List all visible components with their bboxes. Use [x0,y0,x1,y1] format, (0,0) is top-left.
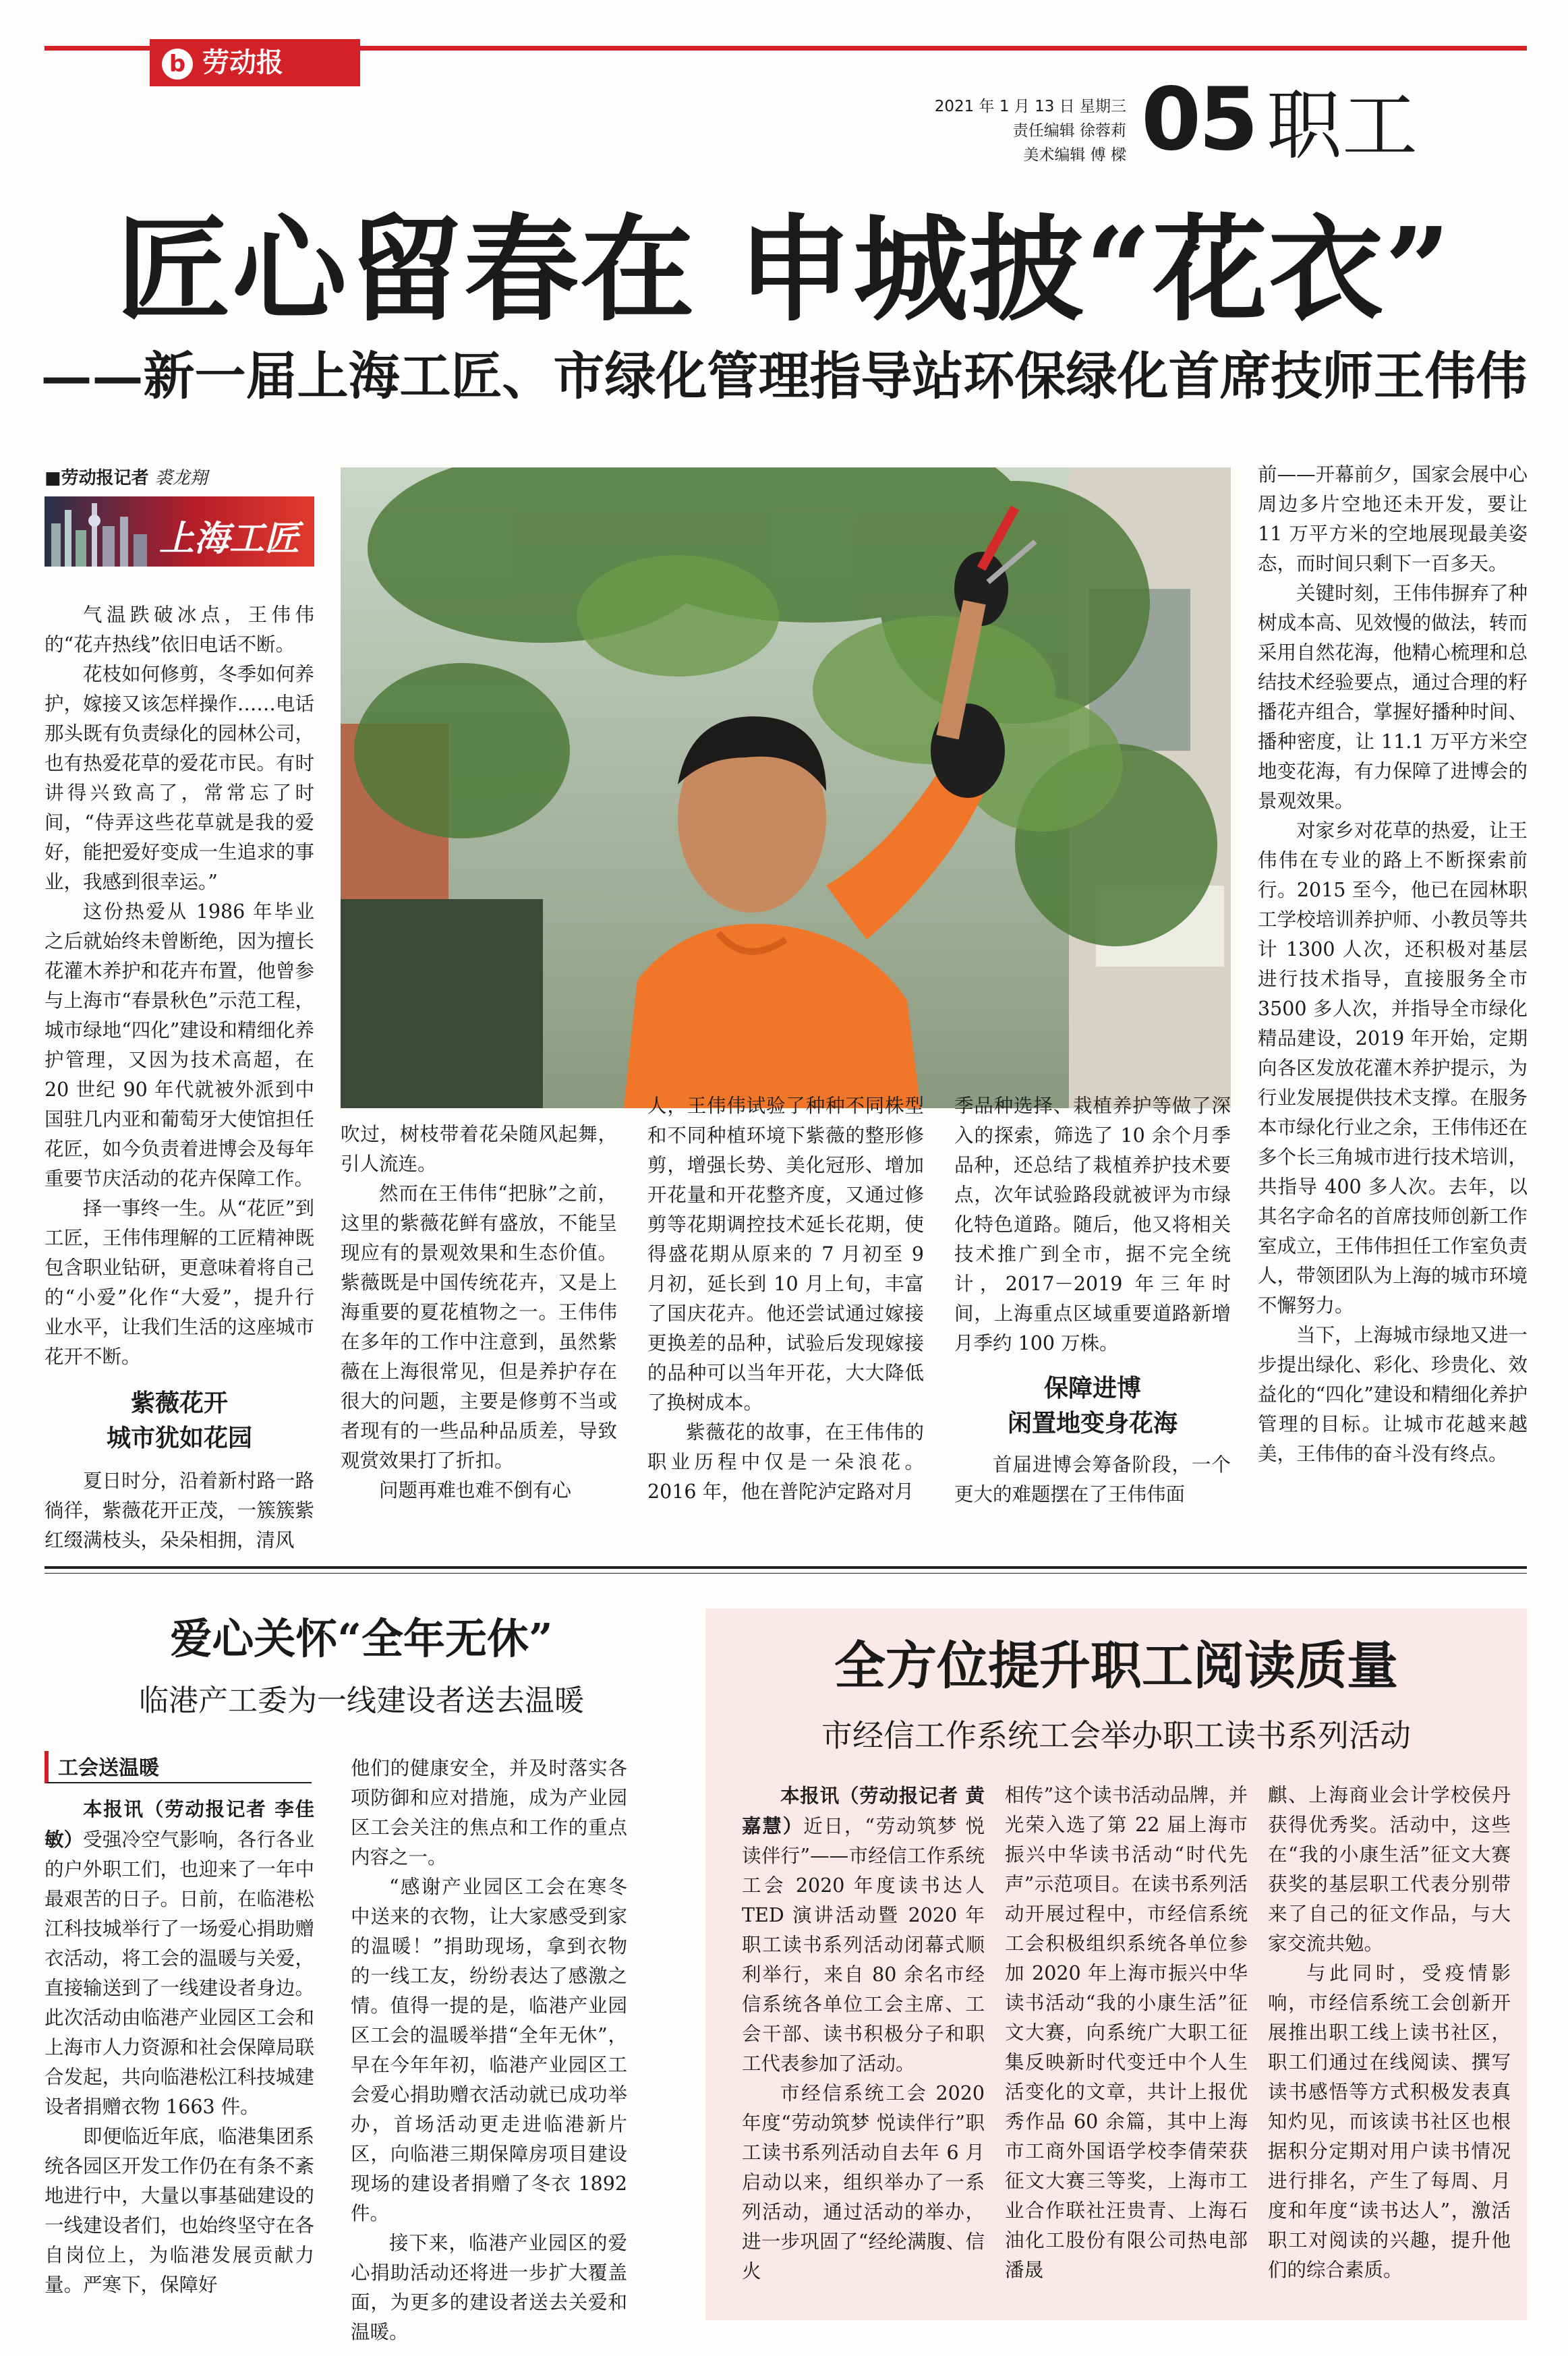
skyline-icon [45,496,159,567]
logo-text: 劳动报 [202,47,283,78]
responsible-editor: 责任编辑 徐蓉莉 [1012,122,1126,140]
gardener-pruning-photo [341,467,1231,1108]
story2-subtitle: 临港产工委为一线建设者送去温暖 [139,1684,584,1718]
lead-subheadline: ——新一届上海工匠、市绿化管理指导站环保绿化首席技师王伟伟 [40,346,1528,406]
lead-column-4: 季品种选择、栽植养护等做了深入的探索，筛选了 10 余个月季品种，还总结了栽植养护技术要点，次年试验路段就被评为市绿化特色道路。随后，他又将相关技术推广到全市，据不完全统计，2017－2019 年三年时间，上海重点区域重要道路新增月季约 100 万株。 保障进博 闲置地变身花海 首届进博会筹备阶段，一个更大的难题摆在了王伟伟面 [954,1095,1231,1505]
story2-column-1: 本报讯（劳动报记者 李佳敏）受强冷空气影响，各行各业的户外职工们，也迎来了一年中最艰苦的日子。日前，在临港松江科技城举行了一场爱心捐助赠衣活动，将工会的温暖与关爱，直接输送到了一线建设者身边。此次活动由临港产业园区工会和上海市人力资源和社会保障局联合发起，共向临港松江科技城建设者捐赠衣物 1663 件。 即便临近年底，临港集团系统各园区开发工作仍在有条不紊地进行中，大量以事基础建设的一线建设者们，也始终坚守在各自岗位上，为临港发展贡献力量。严寒下，保障好 [45,1798,314,2296]
section-heading-2: 保障进博 闲置地变身花海 [1007,1374,1178,1437]
art-editor: 美术编辑 傅 樑 [1023,146,1126,164]
story3-column-1: 本报讯（劳动报记者 黄嘉慧）近日，“劳动筑梦 悦读伴行”——市经信工作系统工会 2020 年度读书达人 TED 演讲活动暨 2020 年职工读书系列活动闭幕式顺利举行，来自 80 余名市经信系统各单位工会主席、工会干部、读书积极分子和职工代表参加了活动。 市经信系统工会 2020 年度“劳动筑梦 悦读伴行”职工读书系列活动自去年 6 月启动以来，组织举办了一系列活动，通过活动的举办，进一步巩固了“经纶满腹、信火 [742,1784,985,2282]
lead-photo [341,467,1231,1108]
lead-column-5: 前——开幕前夕，国家会展中心周边多片空地还未开发，要让 11 万平方米的空地展现最美姿态，而时间只剩下一百多天。 关键时刻，王伟伟摒弃了种树成本高、见效慢的做法，转而采用自然花海，他精心梳理和总结技术经验要点，通过合理的籽播花卉组合，掌握好播种时间、播种密度，让 11.1 万平方米空地变花海，有力保障了进博会的景观效果。 对家乡对花草的热爱，让王伟伟在专业的路上不断探索前行。2015 至今，他已在园林职工学校培训养护师、小教员等共计 1300 人次，还积极对基层进行技术指导，直接服务全市 3500 多人次，并指导全市绿化精品建设，2019 年开始，定期向各区发放花灌木养护提示，为行业发展提供技术支撑。在服务本市绿化行业之余，王伟伟还在多个长三角城市进行技术培训，共指导 400 多人次。去年，以其名字命名的首席技师创新工作室成立，王伟伟担任工作室负责人，带领团队为上海的城市环境不懈努力。 当下，上海城市绿地又进一步提出绿化、彩化、珍贵化、效益化的“四化”建设和精细化养护管理的目标。让城市花越来越美，王伟伟的奋斗没有终点。 [1258,463,1528,1465]
story3-column-2: 相传”这个读书活动品牌，并光荣入选了第 22 届上海市振兴中华读书活动“时代先声”示范项目。在读书系列活动开展过程中，市经信系统工会积极组织系统各单位参加 2020 年上海市振兴中华读书活动“我的小康生活”征文大赛，向系统广大职工征集反映新时代变迁中个人生活变化的文章，共计上报优秀作品 60 余篇，其中上海市工商外国语学校李倩荣获征文大赛三等奖，上海市工业合作联社汪贵青、上海石油化工股份有限公司热电部潘晟 [1005,1784,1248,2281]
section-divider-thin [45,1573,1527,1574]
lead-byline: ■劳动报记者 裘龙翔 [45,468,208,488]
lead-column-3: 人，王伟伟试验了种种不同株型和不同种植环境下紫薇的整形修剪，增强长势、美化冠形、增加开花量和开花整齐度，又通过修剪等花期调控技术延长花期，使得盛花期从原来的 7 月初至 9 月初，延长到 10 月上旬，丰富了国庆花卉。他还尝试通过嫁接更换差的品种，试验后发现嫁接的品种可以当年开花，大大降低了换树成本。 紫薇花的故事，在王伟伟的职业历程中仅是一朵浪花。2016 年，他在普陀泸定路对月 [647,1095,924,1503]
story3-subtitle: 市经信工作系统工会举办职工读书系列活动 [821,1717,1411,1754]
section-heading-1: 紫薇花开 城市犹如花园 [106,1389,252,1452]
story2-title: 爱心关怀“全年无休” [170,1614,553,1663]
newspaper-logo[interactable] [150,39,360,86]
story3-title: 全方位提升职工阅读质量 [834,1636,1398,1696]
issue-meta [863,94,1126,167]
lead-column-2: 吹过，树枝带着花朵随风起舞，引人流连。 然而在王伟伟“把脉”之前，这里的紫薇花鲜有盛放，不能呈现应有的景观效果和生态价值。紫薇既是中国传统花卉，又是上海重要的夏花植物之一。王伟伟在多年的工作中注意到，虽然紫薇在上海很常见，但是养护存在很大的问题，主要是修剪不当或者现有的一些品种品质差，导致观赏效果打了折扣。 问题再难也难不倒有心 [341,1123,617,1501]
column-badge-shanghai-craftsman: 上海工匠 [45,496,314,567]
lead-column-1: 气温跌破冰点，王伟伟的“花卉热线”依旧电话不断。 花枝如何修剪，冬季如何养护，嫁接又该怎样操作……电话那头既有负责绿化的园林公司，也有热爱花草的爱花市民。有时讲得兴致高了，常常忘了时间，“侍弄这些花草就是我的爱好，能把爱好变成一生追求的事业，我感到很幸运。” 这份热爱从 1986 年毕业之后就始终未曾断绝，因为擅长花灌木养护和花卉布置，他曾参与上海市“春景秋色”示范工程，城市绿地“四化”建设和精细化养护管理，又因为技术高超，在 20 世纪 90 年代就被外派到中国驻几内亚和葡萄牙大使馆担任花匠，如今负责着进博会及每年重要节庆活动的花卉保障工作。 择一事终一生。从“花匠”到工匠，王伟伟理解的工匠精神既包含职业钻研，更意味着将自己的“小爱”化作“大爱”，提升行业水平，让我们生活的这座城市花开不断。 紫薇花开 城市犹如花园 夏日时分，沿着新村路一路徜徉，紫薇花开正茂，一簇簇紫红缀满枝头，朵朵相拥，清风 [45,604,314,1551]
story2-tag: 工会送温暖 [45,1751,312,1783]
logo-mark-icon: b [162,49,193,80]
page-number: 05 [1141,69,1256,170]
issue-date: 2021 年 1 月 13 日 星期三 [934,98,1126,115]
page-section-name: 职工 [1267,82,1418,170]
section-divider [45,1566,1527,1569]
story3-column-3: 麒、上海商业会计学校侯丹获得优秀奖。活动中，这些在“我的小康生活”征文大赛获奖的基层职工代表分别带来了自己的征文作品，与大家交流共勉。 与此同时，受疫情影响，市经信系统工会创新开展推出职工线上读书社区，职工们通过在线阅读、撰写读书感悟等方式积极发表真知灼见，而该读书社区也根据积分定期对用户读书情况进行排名，产生了每周、月度和年度“读书达人”，激活职工对阅读的兴趣，提升他们的综合素质。 [1268,1784,1511,2281]
story2-column-2: 他们的健康安全，并及时落实各项防御和应对措施，成为产业园区工会关注的焦点和工作的重点内容之一。 “感谢产业园区工会在寒冬中送来的衣物，让大家感受到家的温暖！”捐助现场，拿到衣物的一线工友，纷纷表达了感激之情。值得一提的是，临港产业园区工会的温暖举措“全年无休”，早在今年年初，临港产业园区工会爱心捐助赠衣活动就已成功举办，首场活动更走进临港新片区，向临港三期保障房项目建设现场的建设者捐赠了冬衣 1892 件。 接下来，临港产业园区的爱心捐助活动还将进一步扩大覆盖面，为更多的建设者送去关爱和温暖。 [351,1757,627,2343]
lead-headline: 匠心留春在 申城披“花衣” [116,202,1452,337]
